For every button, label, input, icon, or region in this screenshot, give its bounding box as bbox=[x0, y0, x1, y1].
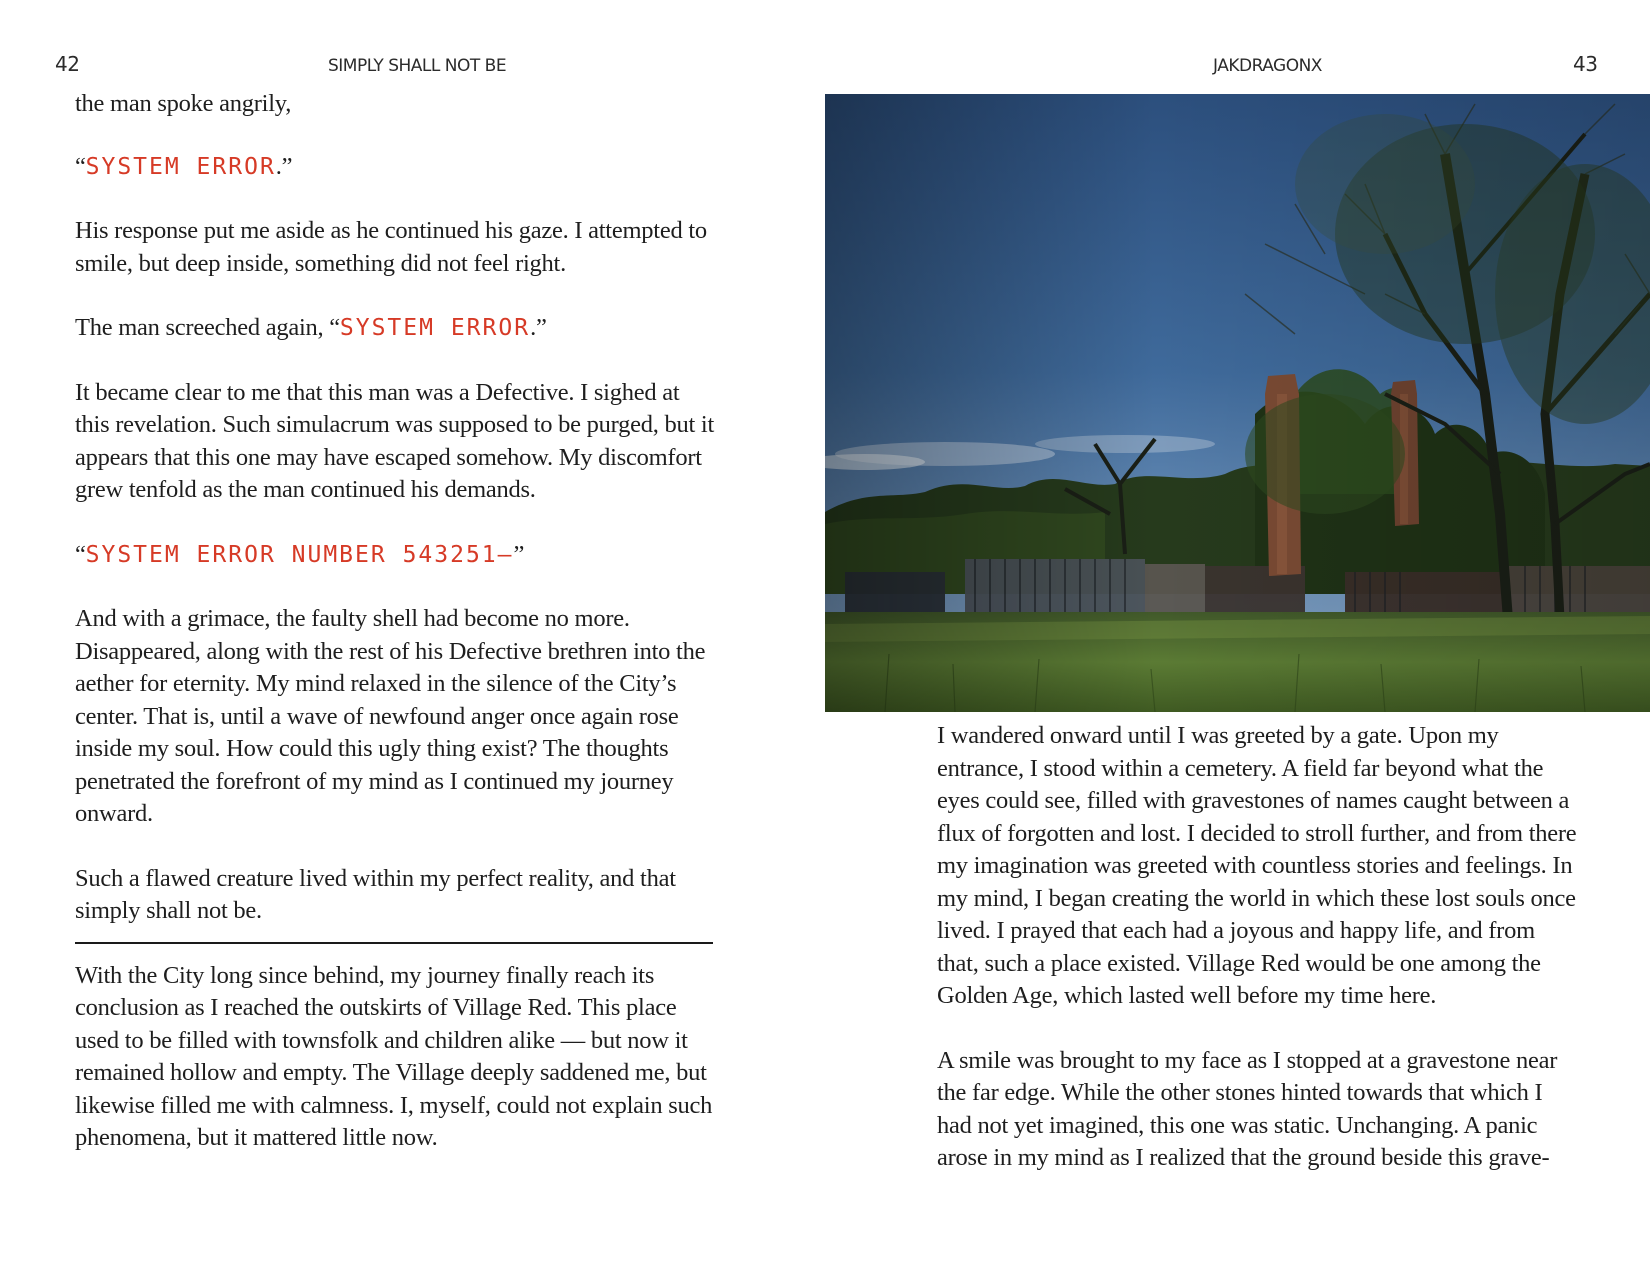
right-running-head: JAKDRAGONX bbox=[1213, 56, 1322, 76]
paragraph: A smile was brought to my face as I stopped at a gravestone near the far edge. While the other stones hinted towards that which I had not yet imagined, this one was static. Unchanging. A panic arose in my mind as I realized that the ground beside this grave- bbox=[937, 1046, 1558, 1171]
error-quote-line bbox=[75, 539, 715, 572]
right-text-column bbox=[937, 720, 1577, 1207]
open-quote: “ bbox=[75, 540, 86, 568]
left-page-number: 42 bbox=[55, 52, 80, 76]
paragraph: His response put me aside as he continued his gaze. I attempted to smile, but deep inside, something did not feel right. bbox=[75, 217, 707, 277]
paragraph-prefix: The man screeched again, “ bbox=[75, 314, 340, 341]
section-divider bbox=[75, 942, 713, 944]
village-ruins-photo bbox=[825, 94, 1650, 712]
paragraph-with-error bbox=[75, 312, 715, 345]
paragraph: the man spoke angrily, bbox=[75, 90, 292, 117]
paragraph: And with a grimace, the faulty shell had become no more. Disappeared, along with the rest of his Defective brethren into the aether for eternity. My mind relaxed in the silence of the City’s center. That is, until a wave of newfound anger once again rose inside my soul. How could this ugly thing exist? The thoughts penetrated the forefront of my mind as I continued my journey onward. bbox=[75, 605, 706, 827]
system-error-number-text: SYSTEM ERROR NUMBER 543251— bbox=[85, 541, 514, 568]
right-page-number: 43 bbox=[1573, 52, 1598, 76]
system-error-text: SYSTEM ERROR bbox=[85, 153, 276, 180]
paragraph: I wandered onward until I was greeted by a gate. Upon my entrance, I stood within a cemetery. A field far beyond what the eyes could see, filled with gravestones of names caught between a flux of forgotten and lost. I decided to stroll further, and from there my imagination was greeted with countless stories and feelings. In my mind, I began creating the world in which these lost souls once lived. I prayed that each had a joyous and happy life, and from that, such a place existed. Village Red would be one among the Golden Age, which lasted well before my time here. bbox=[937, 722, 1577, 1009]
close-quote: .” bbox=[275, 152, 293, 180]
paragraph-suffix: .” bbox=[530, 314, 547, 341]
left-text-column bbox=[75, 88, 715, 1187]
paragraph: With the City long since behind, my journey finally reach its conclusion as I reached the outskirts of Village Red. This place used to be filled with townsfolk and children alike — but now it remained hollow and empty. The Village deeply saddened me, but likewise filled me with calmness. I, myself, could not explain such phenomena, but it mattered little now. bbox=[75, 961, 713, 1151]
paragraph: It became clear to me that this man was a Defective. I sighed at this revelation. Such simulacrum was supposed to be purged, but it appears that this one may have escaped somehow. My discomfort grew tenfold as the man continued his demands. bbox=[75, 378, 715, 503]
open-quote: “ bbox=[75, 152, 86, 180]
paragraph: Such a flawed creature lived within my perfect reality, and that simply shall not be. bbox=[75, 864, 676, 924]
system-error-text: SYSTEM ERROR bbox=[339, 315, 531, 341]
close-quote: ” bbox=[513, 540, 525, 568]
left-running-head: SIMPLY SHALL NOT BE bbox=[328, 56, 507, 76]
error-quote-line bbox=[75, 151, 715, 184]
